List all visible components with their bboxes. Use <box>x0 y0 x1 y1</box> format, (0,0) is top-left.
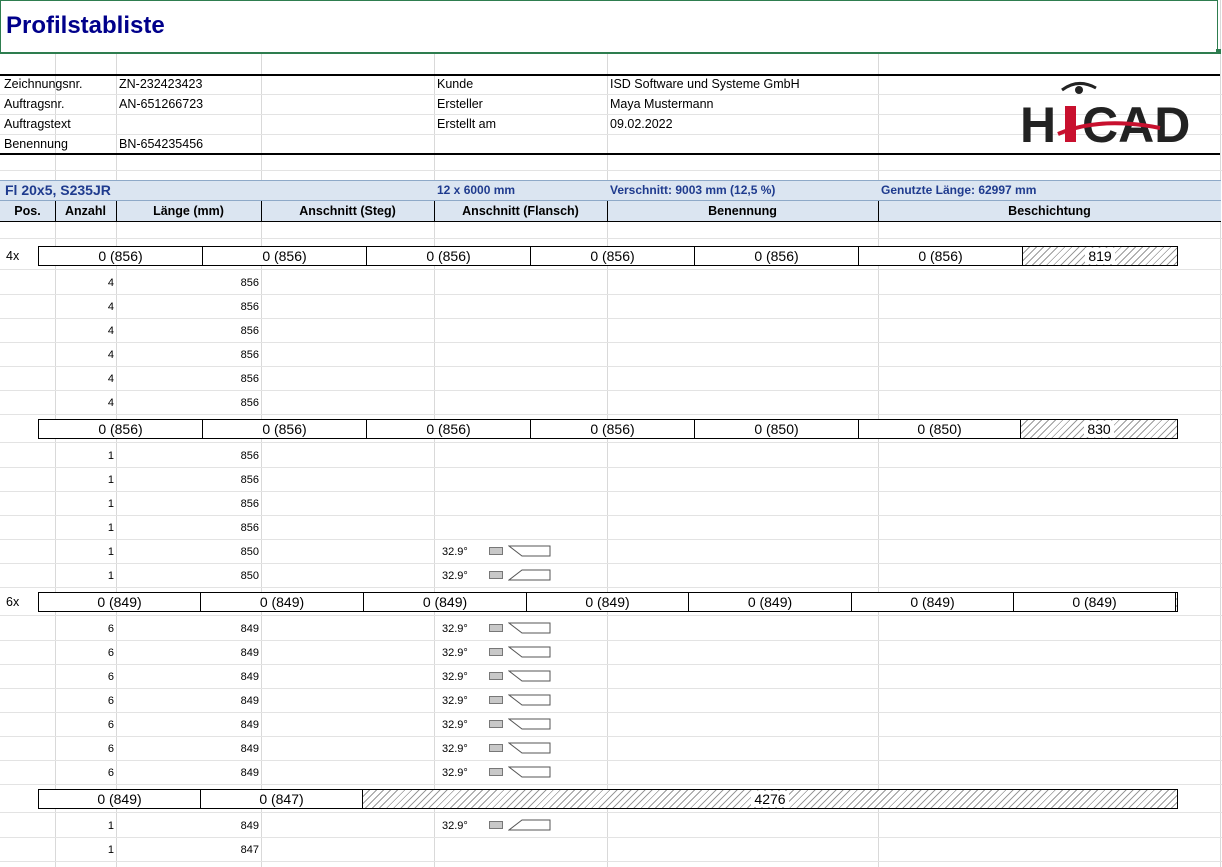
row-laenge[interactable]: 849 <box>240 647 259 659</box>
row-laenge[interactable]: 849 <box>240 719 259 731</box>
stock-bar[interactable] <box>38 419 1178 439</box>
selection-handle[interactable] <box>1216 49 1221 54</box>
bar-segment[interactable]: 0 (849) <box>527 593 689 611</box>
grid-line <box>0 812 1222 813</box>
stock-bar[interactable] <box>38 592 1178 612</box>
cut-angle: 32.9° <box>442 767 468 779</box>
row-anzahl[interactable]: 1 <box>107 844 114 856</box>
row-anzahl[interactable]: 4 <box>107 277 114 289</box>
profile-name: Fl 20x5, S235JR <box>5 182 111 198</box>
row-laenge[interactable]: 856 <box>240 349 259 361</box>
row-laenge[interactable]: 849 <box>240 623 259 635</box>
grid-line <box>0 390 1222 391</box>
miter-cut-left-icon <box>508 569 552 581</box>
cut-block-icon <box>489 744 503 752</box>
row-laenge[interactable]: 856 <box>240 474 259 486</box>
col-laenge[interactable]: Länge (mm) <box>153 204 224 218</box>
bar-waste-remainder <box>1021 420 1177 438</box>
bar-segment[interactable]: 0 (850) <box>859 420 1021 438</box>
bar-segment[interactable]: 0 (856) <box>859 247 1023 265</box>
row-anzahl[interactable]: 1 <box>107 546 114 558</box>
row-laenge[interactable]: 847 <box>240 844 259 856</box>
row-anzahl[interactable]: 1 <box>107 498 114 510</box>
grid-line <box>0 615 1222 616</box>
row-laenge[interactable]: 856 <box>240 397 259 409</box>
svg-text:H: H <box>1020 97 1057 148</box>
row-laenge[interactable]: 856 <box>240 301 259 313</box>
miter-cut-right-icon <box>508 646 552 658</box>
miter-cut-right-icon <box>508 766 552 778</box>
waste-length: 830 <box>1084 421 1113 437</box>
col-pos[interactable]: Pos. <box>14 204 41 218</box>
row-laenge[interactable]: 849 <box>240 820 259 832</box>
grid-line <box>0 640 1222 641</box>
benennung-label: Benennung <box>4 137 68 151</box>
grid-line <box>0 539 1222 540</box>
row-laenge[interactable]: 856 <box>240 498 259 510</box>
bar-segment[interactable]: 0 (849) <box>39 593 201 611</box>
col-beschichtung[interactable]: Beschichtung <box>1008 204 1091 218</box>
bar-waste-remainder <box>363 790 1177 808</box>
cut-block-icon <box>489 624 503 632</box>
grid-line <box>0 491 1222 492</box>
stock-bar[interactable] <box>38 246 1178 266</box>
erstellt-value[interactable]: 09.02.2022 <box>610 117 673 131</box>
row-laenge[interactable]: 849 <box>240 695 259 707</box>
cut-block-icon <box>489 768 503 776</box>
cut-block-icon <box>489 696 503 704</box>
grid-line <box>0 563 1222 564</box>
cut-block-icon <box>489 547 503 555</box>
bar-segment[interactable]: 0 (856) <box>531 247 695 265</box>
cut-angle: 32.9° <box>442 546 468 558</box>
profile-stock: 12 x 6000 mm <box>437 183 516 197</box>
row-anzahl[interactable]: 6 <box>107 767 114 779</box>
col-benennung[interactable]: Benennung <box>708 204 777 218</box>
row-anzahl[interactable]: 1 <box>107 522 114 534</box>
miter-cut-right-icon <box>508 545 552 557</box>
row-anzahl[interactable]: 6 <box>107 623 114 635</box>
row-anzahl[interactable]: 4 <box>107 301 114 313</box>
bar-segment[interactable]: 0 (849) <box>852 593 1014 611</box>
cut-block-icon <box>489 571 503 579</box>
grid-line <box>0 294 1222 295</box>
bar-segment[interactable]: 0 (856) <box>531 420 695 438</box>
bar-segment[interactable]: 0 (850) <box>695 420 859 438</box>
bar-segment[interactable]: 0 (849) <box>1014 593 1176 611</box>
profile-waste: Verschnitt: 9003 mm (12,5 %) <box>610 183 776 197</box>
bar-segment[interactable]: 0 (849) <box>689 593 852 611</box>
miter-cut-left-icon <box>508 819 552 831</box>
bar-segment[interactable]: 0 (856) <box>39 420 203 438</box>
waste-length: 819 <box>1085 248 1114 264</box>
row-anzahl[interactable]: 4 <box>107 373 114 385</box>
grid-line <box>0 736 1222 737</box>
cut-block-icon <box>489 720 503 728</box>
row-laenge[interactable]: 856 <box>240 277 259 289</box>
miter-cut-right-icon <box>508 694 552 706</box>
grid-line <box>0 170 1222 171</box>
cut-angle: 32.9° <box>442 647 468 659</box>
row-anzahl[interactable]: 4 <box>107 325 114 337</box>
row-anzahl[interactable]: 1 <box>107 474 114 486</box>
cut-angle: 32.9° <box>442 623 468 635</box>
bar-segment[interactable]: 0 (856) <box>39 247 203 265</box>
row-anzahl[interactable]: 6 <box>107 743 114 755</box>
stock-bar[interactable] <box>38 789 1178 809</box>
row-laenge[interactable]: 850 <box>240 546 259 558</box>
bar-segment[interactable]: 0 (856) <box>695 247 859 265</box>
row-laenge[interactable]: 856 <box>240 373 259 385</box>
row-laenge[interactable]: 856 <box>240 450 259 462</box>
title-cell[interactable] <box>0 0 1218 54</box>
kunde-label: Kunde <box>437 77 474 91</box>
cut-block-icon <box>489 821 503 829</box>
zeichnungsnr-label: Zeichnungsnr. <box>4 77 83 91</box>
kunde-value[interactable]: ISD Software und Systeme GmbH <box>610 77 800 91</box>
grid-line <box>0 269 1222 270</box>
grid-line <box>0 366 1222 367</box>
row-laenge[interactable]: 856 <box>240 522 259 534</box>
row-anzahl[interactable]: 1 <box>107 450 114 462</box>
grid-line <box>0 784 1222 785</box>
cut-block-icon <box>489 672 503 680</box>
erstellt-label: Erstellt am <box>437 117 497 131</box>
bar-segment[interactable]: 0 (849) <box>201 593 364 611</box>
cut-block-icon <box>489 648 503 656</box>
miter-cut-right-icon <box>508 622 552 634</box>
grid-line <box>0 688 1222 689</box>
grid-line <box>0 664 1222 665</box>
row-anzahl[interactable]: 6 <box>107 719 114 731</box>
hicad-logo <box>1020 76 1190 148</box>
row-anzahl[interactable]: 6 <box>107 695 114 707</box>
bar-segment[interactable]: 0 (847) <box>201 790 363 808</box>
col-anzahl[interactable]: Anzahl <box>65 204 106 218</box>
bar-quantity: 4x <box>6 249 20 263</box>
grid-line <box>0 342 1222 343</box>
ersteller-label: Ersteller <box>437 97 483 111</box>
row-laenge[interactable]: 849 <box>240 767 259 779</box>
grid-line <box>0 442 1222 443</box>
miter-cut-right-icon <box>508 670 552 682</box>
bar-segment[interactable]: 0 (856) <box>367 247 531 265</box>
profile-used-length: Genutzte Länge: 62997 mm <box>881 183 1037 197</box>
cut-angle: 32.9° <box>442 820 468 832</box>
zeichnungsnr-value[interactable]: ZN-232423423 <box>119 77 203 91</box>
svg-text:CAD: CAD <box>1082 97 1190 148</box>
row-anzahl[interactable]: 1 <box>107 570 114 582</box>
grid-line <box>0 467 1222 468</box>
auftragsnr-value[interactable]: AN-651266723 <box>119 97 204 111</box>
cut-angle: 32.9° <box>442 570 468 582</box>
grid-line <box>0 760 1222 761</box>
bar-segment[interactable]: 0 (849) <box>364 593 527 611</box>
col-anschnitt-steg[interactable]: Anschnitt (Steg) <box>299 204 396 218</box>
grid-line <box>0 515 1222 516</box>
auftragsnr-label: Auftragsnr. <box>4 97 65 111</box>
grid-line <box>0 861 1222 862</box>
miter-cut-right-icon <box>508 718 552 730</box>
cut-angle: 32.9° <box>442 695 468 707</box>
col-anschnitt-flansch[interactable]: Anschnitt (Flansch) <box>462 204 579 218</box>
row-laenge[interactable]: 849 <box>240 743 259 755</box>
cut-angle: 32.9° <box>442 671 468 683</box>
row-laenge[interactable]: 849 <box>240 671 259 683</box>
row-laenge[interactable]: 850 <box>240 570 259 582</box>
row-laenge[interactable]: 856 <box>240 325 259 337</box>
bar-segment[interactable]: 0 (856) <box>203 247 367 265</box>
bar-segment[interactable]: 0 (856) <box>203 420 367 438</box>
cut-angle: 32.9° <box>442 719 468 731</box>
grid-line <box>0 238 1222 239</box>
cut-angle: 32.9° <box>442 743 468 755</box>
row-anzahl[interactable]: 1 <box>107 820 114 832</box>
row-anzahl[interactable]: 6 <box>107 671 114 683</box>
miter-cut-right-icon <box>508 742 552 754</box>
row-anzahl[interactable]: 6 <box>107 647 114 659</box>
row-anzahl[interactable]: 4 <box>107 349 114 361</box>
bar-segment[interactable]: 0 (849) <box>39 790 201 808</box>
waste-length: 4276 <box>751 791 788 807</box>
page-title: Profilstabliste <box>6 12 165 39</box>
grid-line <box>0 318 1222 319</box>
bar-segment[interactable]: 0 (856) <box>367 420 531 438</box>
grid-line <box>0 587 1222 588</box>
ersteller-value[interactable]: Maya Mustermann <box>610 97 714 111</box>
grid-line <box>0 712 1222 713</box>
grid-line <box>0 837 1222 838</box>
bar-waste-remainder <box>1023 247 1177 265</box>
row-anzahl[interactable]: 4 <box>107 397 114 409</box>
grid-line <box>0 414 1222 415</box>
benennung-value[interactable]: BN-654235456 <box>119 137 204 151</box>
bar-quantity: 6x <box>6 595 20 609</box>
bar-waste-remainder <box>1176 593 1177 611</box>
auftragstext-label: Auftragstext <box>4 117 71 131</box>
